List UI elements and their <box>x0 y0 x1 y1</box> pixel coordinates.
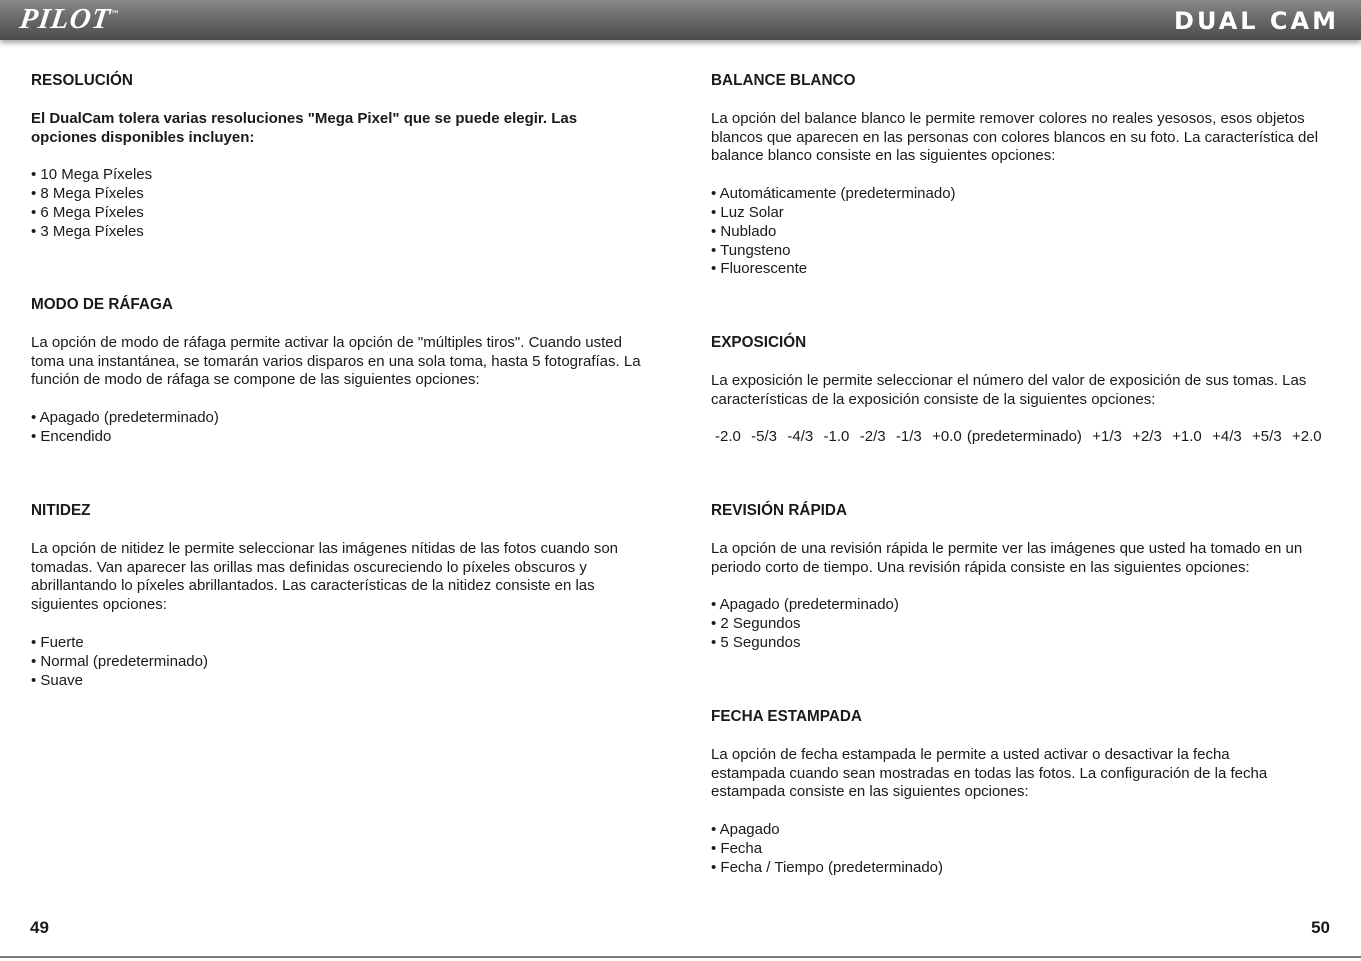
list-item: • Automáticamente (predeterminado) <box>711 185 956 203</box>
bottom-divider <box>0 956 1361 958</box>
list-item: • 2 Segundos <box>711 615 801 633</box>
section-title: NITIDEZ <box>31 502 91 519</box>
list-item: • Encendido <box>31 427 112 445</box>
section-rafaga <box>31 296 661 447</box>
option-list <box>31 634 661 690</box>
section-balance-blanco <box>711 72 1341 279</box>
option-list <box>711 185 1341 279</box>
list-item: • Fuerte <box>31 633 84 651</box>
list-item: • Apagado (predeterminado) <box>711 596 899 614</box>
list-item: • 10 Mega Píxeles <box>31 166 153 184</box>
section-title: RESOLUCIÓN <box>31 72 133 89</box>
section-body: La exposición le permite seleccionar el número del valor de exposición de sus tomas. Las características de la exposición consiste de la siguientes opciones: <box>711 371 1307 408</box>
section-body: La opción de nitidez le permite seleccionar las imágenes nítidas de las fotos cuando son tomadas. Van aparecer las orillas mas definidas oscureciendo lo píxeles obscuros y abrillantando lo píxeles abrillantados. Las características de la nitidez consiste en las siguientes opciones: <box>31 539 619 614</box>
list-item: • 5 Segundos <box>711 633 801 651</box>
exposure-values: -2.0 -5/3 -4/3 -1.0 -2/3 -1/3 +0.0 (predeterminado) +1/3 +2/3 +1.0 +4/3 +5/3 +2.0 <box>715 428 1322 446</box>
section-intro: El DualCam tolera varias resoluciones "Mega Pixel" que se puede elegir. Las opciones disponibles incluyen: <box>31 109 578 146</box>
option-list <box>31 166 661 241</box>
list-item: • Fecha / Tiempo (predeterminado) <box>711 858 944 876</box>
section-title: REVISIÓN RÁPIDA <box>711 502 847 519</box>
brand-name: PILOT <box>17 3 113 35</box>
section-revision-rapida <box>711 502 1341 653</box>
option-list <box>711 596 1341 652</box>
list-item: • Tungsteno <box>711 241 791 259</box>
section-fecha-estampada <box>711 708 1341 878</box>
section-exposicion <box>711 334 1341 447</box>
page-number-left: 49 <box>30 918 49 937</box>
section-body: La opción del balance blanco le permite remover colores no reales yesosos, esos objetos blancos que aparecen en las personas con colores blancos en su foto. La característica del balance blanco consiste en las siguientes opciones: <box>711 109 1319 165</box>
list-item: • Fecha <box>711 839 763 857</box>
list-item: • Apagado (predeterminado) <box>31 409 219 427</box>
dualcam-logo: DUAL CAM <box>1174 7 1339 35</box>
section-nitidez <box>31 502 661 690</box>
page-header <box>0 0 1361 40</box>
section-title: BALANCE BLANCO <box>711 72 856 89</box>
page-number-right: 50 <box>1311 918 1330 937</box>
section-title: MODO DE RÁFAGA <box>31 296 173 313</box>
list-item: • 8 Mega Píxeles <box>31 185 144 203</box>
section-body: La opción de fecha estampada le permite a usted activar o desactivar la fecha estampada cuando sean mostradas en todas las fotos. La configuración de la fecha estampada consiste en las siguientes opciones: <box>711 745 1268 801</box>
list-item: • Nublado <box>711 222 777 240</box>
section-resolucion <box>31 72 661 242</box>
section-body: La opción de modo de ráfaga permite activar la opción de "múltiples tiros". Cuando usted toma una instantánea, se tomarán varios disparos en una sola toma, hasta 5 fotografías. La función de modo de ráfaga se compone de las siguientes opciones: <box>31 333 641 389</box>
section-title: EXPOSICIÓN <box>711 334 807 351</box>
list-item: • 3 Mega Píxeles <box>31 222 144 240</box>
pilot-logo <box>18 3 121 36</box>
section-title: FECHA ESTAMPADA <box>711 708 862 725</box>
list-item: • Fluorescente <box>711 260 808 278</box>
list-item: • Suave <box>31 671 83 689</box>
section-body: La opción de una revisión rápida le permite ver las imágenes que usted ha tomado en un periodo corto de tiempo. Una revisión rápida consiste en las siguientes opciones: <box>711 539 1303 576</box>
trademark-symbol: ™ <box>110 9 120 17</box>
list-item: • Apagado <box>711 821 780 839</box>
list-item: • Normal (predeterminado) <box>31 652 208 670</box>
list-item: • 6 Mega Píxeles <box>31 203 144 221</box>
list-item: • Luz Solar <box>711 203 784 221</box>
option-list <box>711 821 1341 877</box>
option-list <box>31 409 661 447</box>
